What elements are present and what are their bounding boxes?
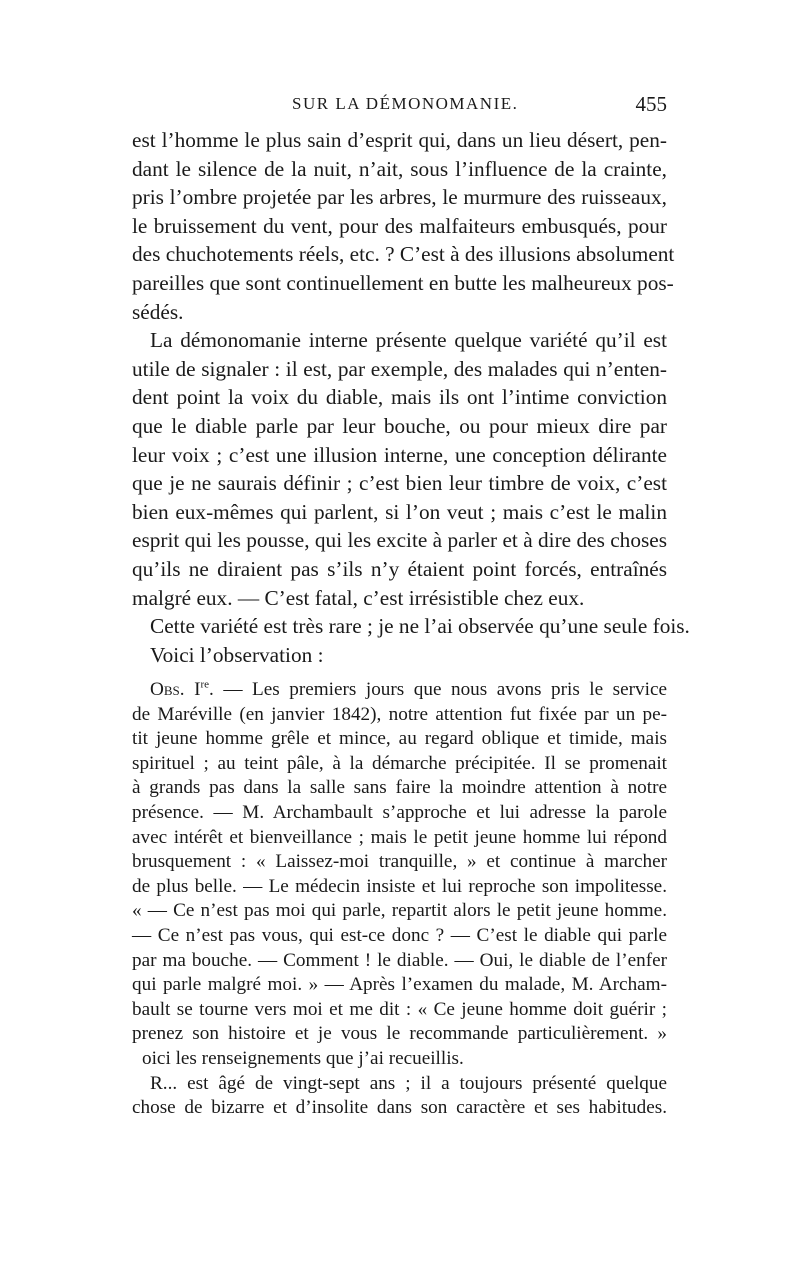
observation-line: prenez son histoire et je vous le recommande particulièrement. » bbox=[132, 1023, 667, 1045]
text-line: le bruissement du vent, pour des malfaiteurs embusqués, pour bbox=[132, 213, 667, 238]
observation-line: présence. — M. Archambault s’approche et lui adresse la parole bbox=[132, 801, 667, 823]
observation-numeral-sup: re bbox=[200, 678, 210, 691]
text-line: La démonomanie interne présente quelque variété qu’il est bbox=[150, 328, 667, 353]
observation-line: à grands pas dans la salle sans faire la moindre attention à notre bbox=[132, 777, 667, 799]
text-line: bien eux-mêmes qui parlent, si l’on veut ; mais c’est le malin bbox=[132, 499, 667, 524]
page-number: 455 bbox=[635, 92, 667, 116]
observation-numeral: I bbox=[194, 679, 201, 700]
text-line: esprit qui les pousse, qui les excite à parler et à dire des choses bbox=[132, 528, 667, 553]
observation-line: spirituel ; au teint pâle, à la démarche précipitée. Il se promenait bbox=[132, 752, 667, 774]
text-line: dant le silence de la nuit, n’ait, sous l’influence de la crainte, bbox=[132, 156, 667, 181]
text-line: que je ne saurais définir ; c’est bien leur timbre de voix, c’est bbox=[132, 471, 667, 496]
observation-line: chose de bizarre et d’insolite dans son caractère et ses habitudes. bbox=[132, 1097, 667, 1119]
text-line: utile de signaler : il est, par exemple, des malades qui n’enten- bbox=[132, 356, 667, 381]
running-title: SUR LA DÉMONOMANIE. bbox=[292, 94, 519, 113]
observation-line: brusquement : « Laissez-moi tranquille, » et continue à marcher bbox=[132, 851, 667, 873]
text-line: sédés. bbox=[132, 299, 184, 324]
observation-line: avec intérêt et bienveillance ; mais le petit jeune homme lui répond bbox=[132, 826, 667, 848]
text-line: pris l’ombre projetée par les arbres, le murmure des ruisseaux, bbox=[132, 185, 667, 210]
text-line: des chuchotements réels, etc. ? C’est à des illusions absolument bbox=[132, 242, 675, 267]
observation-line: de Maréville (en janvier 1842), notre attention fut fixée par un pe- bbox=[132, 703, 667, 725]
text-line: Cette variété est très rare ; je ne l’ai observée qu’une seule fois. bbox=[150, 614, 690, 639]
text-line: que le diable parle par leur bouche, ou pour mieux dire par bbox=[132, 413, 667, 438]
text-line: pareilles que sont continuellement en butte les malheureux pos- bbox=[132, 270, 674, 295]
running-head bbox=[132, 94, 667, 120]
text-line: malgré eux. — C’est fatal, c’est irrésistible chez eux. bbox=[132, 585, 585, 610]
observation-line: oici les renseignements que j’ai recueillis. bbox=[142, 1047, 464, 1069]
observation-first-line: . — Les premiers jours que nous avons pris le service bbox=[209, 679, 667, 700]
text-line: est l’homme le plus sain d’esprit qui, dans un lieu désert, pen- bbox=[132, 128, 667, 152]
observation-line: par ma bouche. — Comment ! le diable. — Oui, le diable de l’enfer bbox=[132, 949, 667, 971]
observation-line: de plus belle. — Le médecin insiste et lui reproche son impolitesse. bbox=[132, 875, 667, 897]
text-line: dent point la voix du diable, mais ils ont l’intime conviction bbox=[132, 385, 667, 410]
observation-line: — Ce n’est pas vous, qui est-ce donc ? — C’est le diable qui parle bbox=[132, 924, 667, 946]
observation-line: « — Ce n’est pas moi qui parle, repartit alors le petit jeune homme. bbox=[132, 900, 667, 922]
text-line: qu’ils ne diraient pas s’ils n’y étaient point forcés, entraînés bbox=[132, 556, 667, 581]
observation-line: R... est âgé de vingt-sept ans ; il a toujours présenté quelque bbox=[150, 1072, 667, 1094]
observation-line: tit jeune homme grêle et mince, au regard oblique et timide, mais bbox=[132, 728, 667, 750]
main-text bbox=[132, 126, 690, 669]
text-line: Voici l’observation : bbox=[150, 642, 324, 667]
observation-heading-line bbox=[132, 678, 667, 703]
text-line: leur voix ; c’est une illusion interne, une conception délirante bbox=[132, 442, 667, 467]
observation-block bbox=[132, 678, 667, 1121]
observation-label: Obs. bbox=[150, 679, 185, 700]
observation-line: qui parle malgré moi. » — Après l’examen du malade, M. Archam- bbox=[132, 974, 667, 996]
observation-line: bault se tourne vers moi et me dit : « Ce jeune homme doit guérir ; bbox=[132, 998, 667, 1020]
